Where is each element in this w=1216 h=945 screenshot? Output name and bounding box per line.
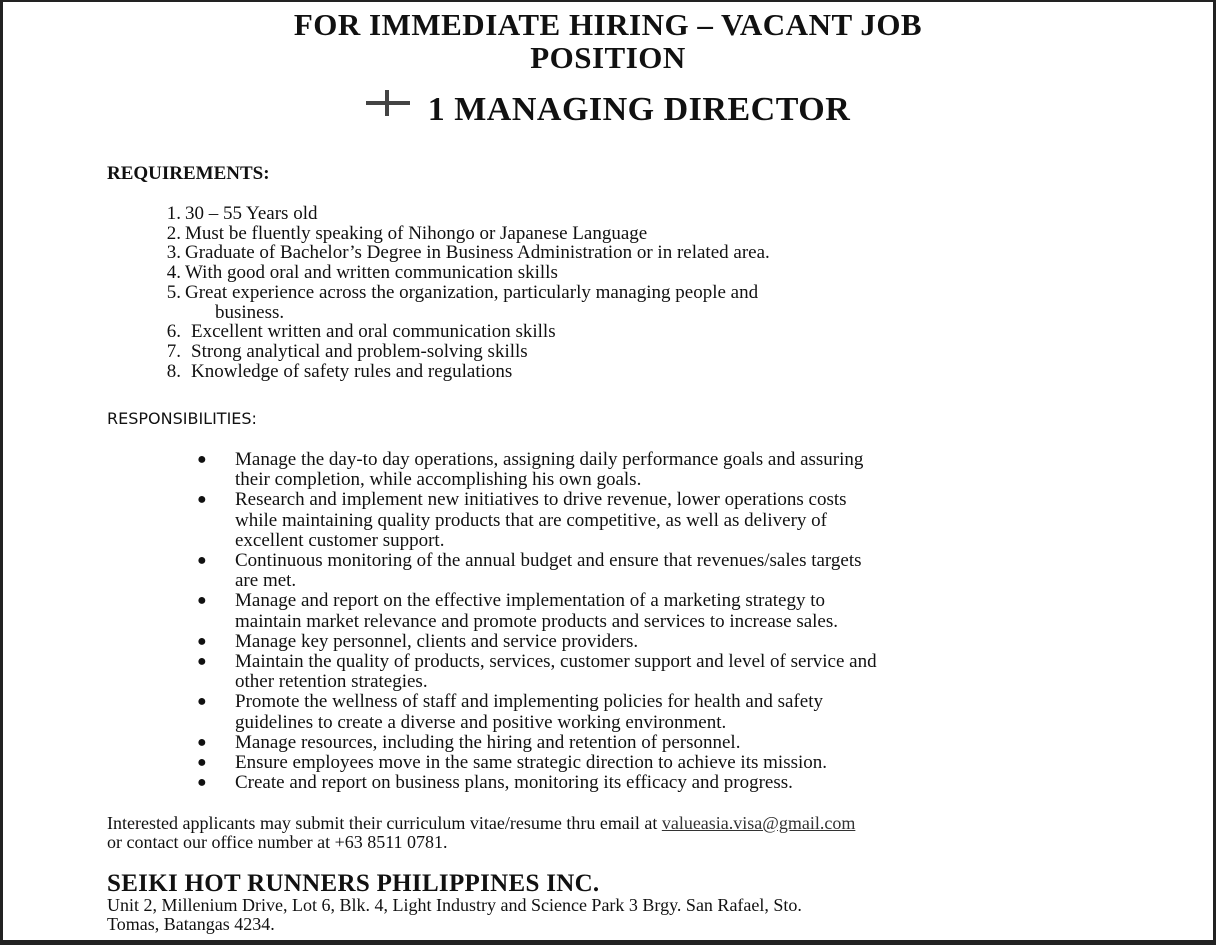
bullet-icon: ● — [197, 693, 207, 711]
responsibility-item — [195, 733, 877, 753]
requirement-item — [153, 243, 770, 263]
responsibilities-heading: RESPONSIBILITIES: — [107, 409, 257, 428]
requirement-text: Must be fluently speaking of Nihongo or Japanese Language — [185, 222, 648, 244]
requirement-item — [153, 263, 770, 283]
responsibility-line: Maintain the quality of products, services, customer support and level of service and — [235, 651, 877, 673]
responsibility-line: Continuous monitoring of the annual budget and ensure that revenues/sales targets — [235, 550, 862, 572]
contact-line-1 — [107, 814, 855, 833]
responsibility-line: Manage resources, including the hiring and retention of personnel. — [235, 731, 741, 753]
responsibility-line: excellent customer support. — [235, 529, 445, 551]
email-link[interactable]: valueasia.visa@gmail.com — [661, 813, 856, 833]
responsibility-item — [195, 753, 877, 773]
responsibility-line: are met. — [235, 570, 297, 592]
requirements-list — [153, 204, 770, 381]
requirement-item — [153, 283, 770, 322]
responsibility-line: Ensure employees move in the same strategic direction to achieve its mission. — [235, 752, 828, 774]
contact-prefix: Interested applicants may submit their curriculum vitae/resume thru email at — [107, 813, 662, 833]
requirement-number: 5. — [166, 281, 181, 303]
address-line-1: Unit 2, Millenium Drive, Lot 6, Blk. 4, Light Industry and Science Park 3 Brgy. San Rafael, Sto. — [107, 895, 802, 915]
requirement-item — [153, 224, 770, 244]
bullet-icon: ● — [197, 552, 207, 570]
requirement-number: 4. — [166, 262, 181, 284]
responsibility-item — [195, 773, 877, 793]
responsibility-line: other retention strategies. — [235, 671, 428, 693]
responsibility-line: maintain market relevance and promote products and services to increase sales. — [235, 610, 839, 632]
responsibility-item — [195, 652, 877, 692]
responsibility-line: Manage key personnel, clients and service providers. — [235, 630, 639, 652]
posting-title — [3, 8, 1213, 74]
responsibility-item — [195, 450, 877, 490]
responsibility-line: their completion, while accomplishing his own goals. — [235, 469, 642, 491]
requirement-text: Knowledge of safety rules and regulations — [191, 360, 513, 382]
address-line-2: Tomas, Batangas 4234. — [107, 914, 275, 934]
title-line-1: FOR IMMEDIATE HIRING – VACANT JOB — [293, 7, 923, 42]
requirement-number: 1. — [166, 203, 181, 224]
requirement-number: 6. — [166, 321, 181, 343]
responsibility-line: Manage the day-to day operations, assigning daily performance goals and assuring — [235, 449, 864, 470]
position-label: 1 MANAGING DIRECTOR — [427, 91, 851, 128]
company-name: SEIKI HOT RUNNERS PHILIPPINES INC. — [107, 870, 600, 897]
requirement-number: 7. — [166, 340, 181, 362]
bullet-icon: ● — [197, 733, 207, 751]
requirement-text: Excellent written and oral communication skills — [191, 321, 556, 343]
bullet-icon: ● — [197, 491, 207, 509]
responsibility-line: Research and implement new initiatives to drive revenue, lower operations costs — [235, 489, 847, 511]
bullet-icon: ● — [197, 774, 207, 792]
bullet-icon: ● — [197, 592, 207, 610]
requirement-number: 2. — [166, 222, 181, 244]
contact-info — [107, 814, 855, 852]
bullet-icon: ● — [197, 632, 207, 650]
responsibility-line: Create and report on business plans, monitoring its efficacy and progress. — [235, 772, 793, 794]
bullet-icon: ● — [197, 754, 207, 772]
responsibility-line: Promote the wellness of staff and implementing policies for health and safety — [235, 691, 823, 713]
bullet-icon: ● — [197, 653, 207, 671]
requirement-text: Great experience across the organization, particularly managing people and — [185, 281, 759, 303]
requirement-text: 30 – 55 Years old — [185, 203, 318, 224]
requirement-item — [153, 342, 770, 362]
responsibility-item — [195, 632, 877, 652]
requirements-heading: REQUIREMENTS: — [107, 163, 270, 184]
requirement-item — [153, 322, 770, 342]
responsibility-line: guidelines to create a diverse and positive working environment. — [235, 711, 727, 733]
requirement-text: Graduate of Bachelor’s Degree in Business Administration or in related area. — [185, 242, 770, 264]
company-address — [107, 896, 802, 934]
contact-line-2: or contact our office number at +63 8511 0781. — [107, 832, 448, 852]
responsibility-line: Manage and report on the effective implementation of a marketing strategy to — [235, 590, 826, 612]
requirement-number: 3. — [166, 242, 181, 264]
responsibility-item — [195, 490, 877, 551]
responsibility-item — [195, 692, 877, 732]
requirement-item — [153, 362, 770, 382]
cross-icon — [366, 90, 410, 116]
responsibility-item — [195, 591, 877, 631]
requirement-item — [153, 204, 770, 224]
responsibilities-list — [195, 450, 877, 793]
requirement-text: Strong analytical and problem-solving skills — [191, 340, 528, 362]
responsibility-item — [195, 551, 877, 591]
title-line-2: POSITION — [530, 40, 686, 75]
responsibility-line: while maintaining quality products that are competitive, as well as delivery of — [235, 509, 827, 531]
requirement-text: With good oral and written communication skills — [185, 262, 558, 284]
position-heading — [3, 90, 1213, 130]
requirement-number: 8. — [166, 360, 181, 382]
requirement-text-continued: business. — [215, 301, 285, 323]
bullet-icon: ● — [197, 451, 207, 468]
